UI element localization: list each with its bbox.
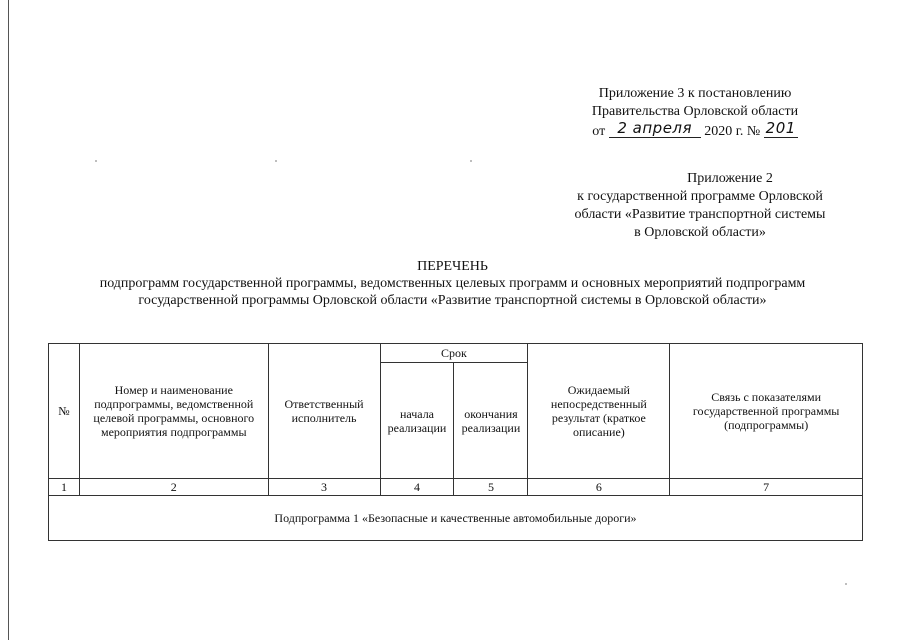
column-number: 4 — [380, 479, 454, 496]
handwritten-number: 201 — [765, 119, 796, 137]
title-line2: государственной программы Орловской области «Развитие транспортной системы в Орловской области» — [138, 293, 767, 308]
number-signature-line — [764, 121, 798, 138]
appendix-2-line1: Приложение 2 — [687, 171, 773, 186]
year-text: 2020 г. № — [704, 124, 761, 139]
title-line1: подпрограмм государственной программы, ведомственных целевых программ и основных мероприятий подпрограмм — [99, 276, 806, 291]
column-numbers-row — [49, 479, 863, 496]
date-prefix: от — [592, 124, 606, 139]
appendix-2-line3: области «Развитие транспортной системы — [574, 207, 826, 222]
title-heading: ПЕРЕЧЕНЬ — [417, 259, 488, 274]
appendix-3-line2: Правительства Орловской области — [591, 104, 799, 119]
header-number: № — [49, 344, 80, 479]
header-end: окончания реализации — [454, 363, 528, 479]
header-executor: Ответственный исполнитель — [268, 344, 380, 479]
appendix-2-line4: в Орловской области» — [634, 225, 766, 240]
column-number: 2 — [79, 479, 268, 496]
column-number: 7 — [670, 479, 863, 496]
header-start: начала реализации — [380, 363, 454, 479]
header-name: Номер и наименование подпрограммы, ведомственной целевой программы, основного мероприятия подпрограммы — [79, 344, 268, 479]
subprogram-row — [49, 496, 863, 541]
column-number: 1 — [49, 479, 80, 496]
scan-speck — [275, 160, 277, 162]
handwritten-date: 2 апреля — [617, 119, 693, 137]
header-result: Ожидаемый непосредственный результат (краткое описание) — [528, 344, 670, 479]
appendix-3-date-line — [560, 121, 830, 141]
appendix-3-line1: Приложение 3 к постановлению — [598, 86, 792, 101]
column-number: 3 — [268, 479, 380, 496]
document-title — [30, 258, 875, 309]
scan-border — [8, 0, 9, 640]
column-number: 6 — [528, 479, 670, 496]
scan-speck — [845, 583, 847, 585]
appendix-2-block — [540, 170, 860, 242]
program-table — [48, 343, 863, 541]
header-indicators: Связь с показателями государственной программы (подпрограммы) — [670, 344, 863, 479]
appendix-3-block — [560, 85, 830, 141]
header-row — [49, 344, 863, 363]
header-term: Срок — [380, 344, 528, 363]
scan-speck — [95, 160, 97, 162]
date-signature-line — [609, 121, 701, 138]
appendix-2-line2: к государственной программе Орловской — [577, 189, 823, 204]
column-number: 5 — [454, 479, 528, 496]
scan-speck — [470, 160, 472, 162]
subprogram-title: Подпрограмма 1 «Безопасные и качественные автомобильные дороги» — [49, 496, 863, 541]
